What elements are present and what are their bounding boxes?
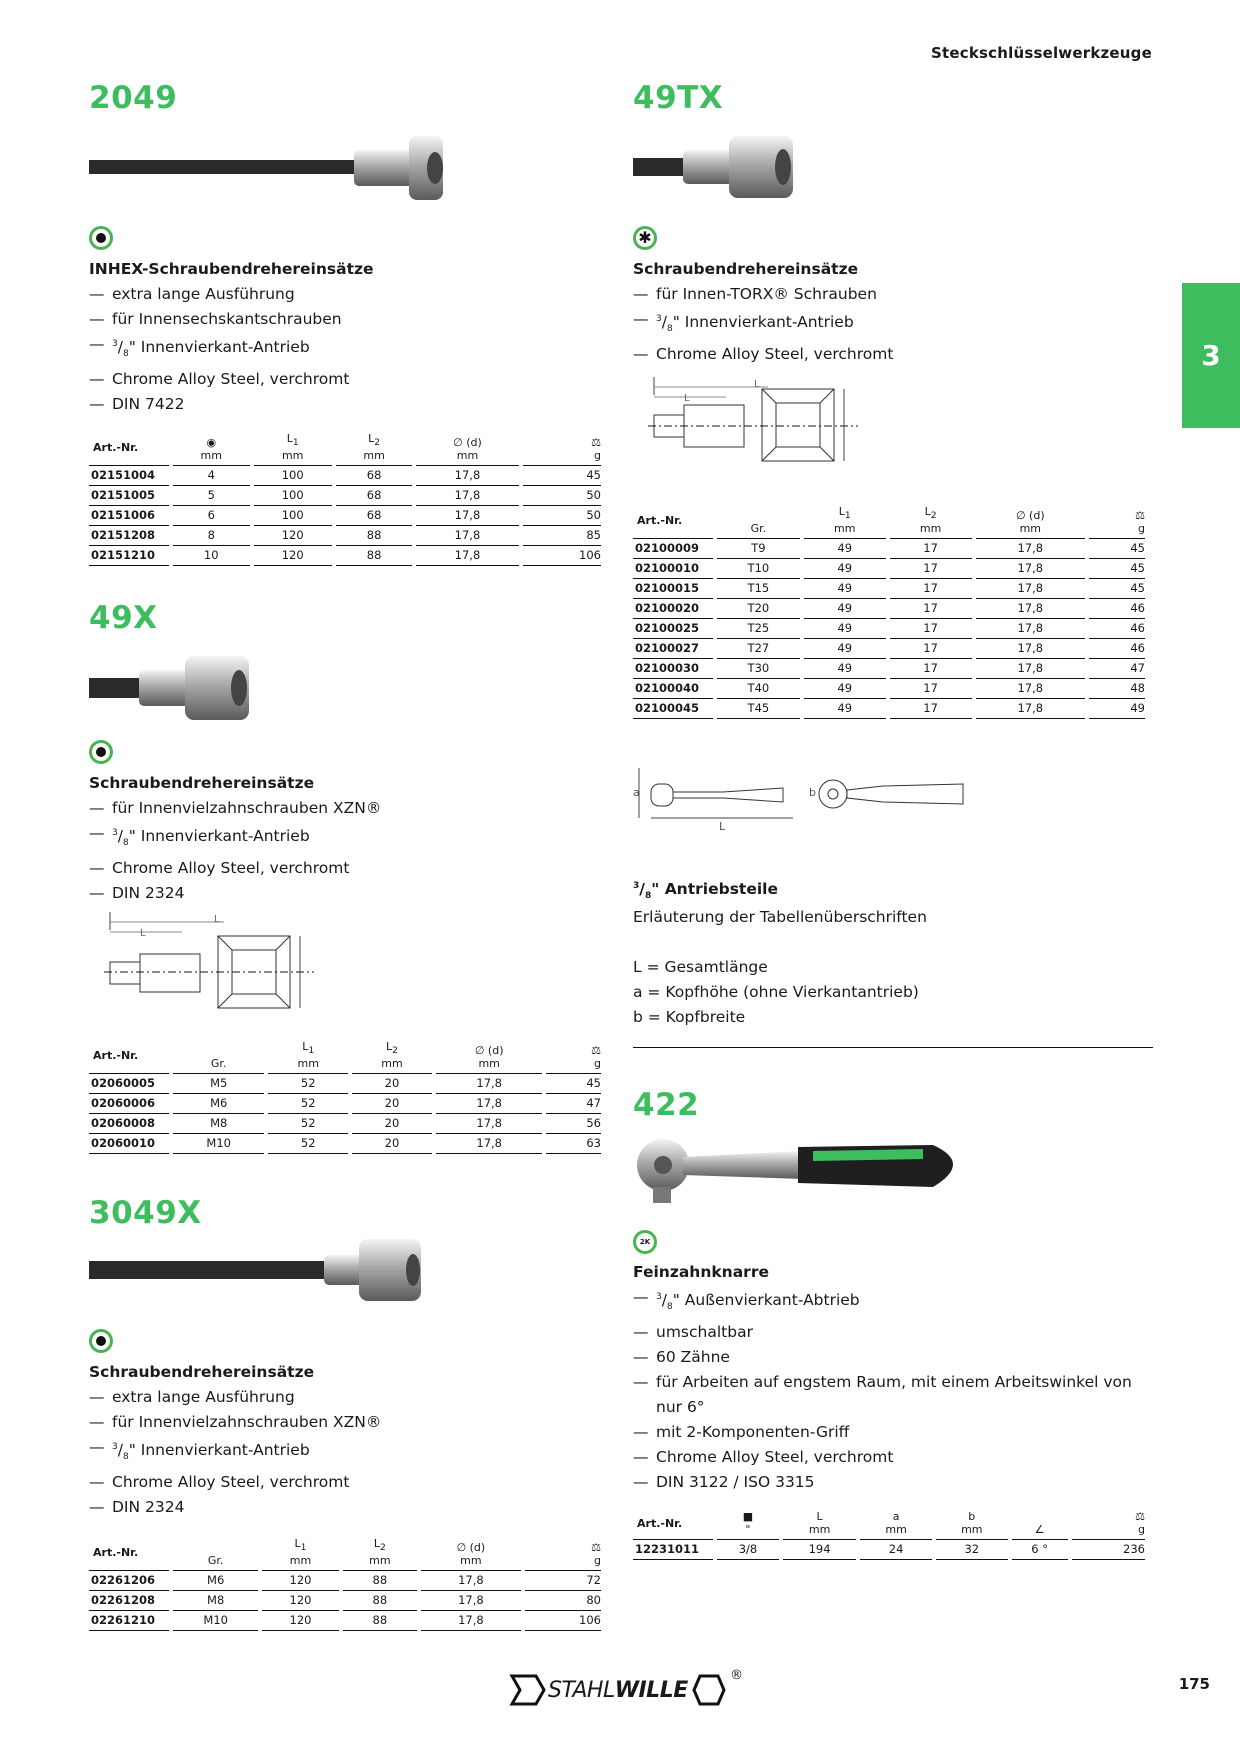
table-cell: 49 — [804, 619, 886, 639]
article-number: 02151210 — [89, 546, 169, 566]
table-cell: 17,8 — [976, 659, 1085, 679]
feature: — Chrome Alloy Steel, verchromt — [633, 342, 1153, 367]
socket-image — [89, 650, 289, 730]
table-cell: T9 — [717, 539, 800, 559]
feature: — 60 Zähne — [633, 1345, 1153, 1370]
table-cell: 5 — [173, 486, 250, 506]
table-cell: 63 — [546, 1134, 601, 1154]
table-cell: 17,8 — [416, 506, 518, 526]
feature: — $^3/_8$" Innenvierkant-Antrieb — [633, 307, 1153, 342]
feature: — Chrome Alloy Steel, verchromt — [89, 1470, 609, 1495]
article-number: 02060008 — [89, 1114, 169, 1134]
table-cell: 47 — [1089, 659, 1145, 679]
xzn-socket-icon — [89, 1329, 113, 1353]
feature: — für Innenvielzahnschrauben XZN® — [89, 1410, 609, 1435]
table-row — [633, 699, 1145, 719]
torx-socket-icon: ✱ — [633, 226, 657, 250]
table-cell: 17,8 — [436, 1134, 543, 1154]
table-cell: 49 — [804, 699, 886, 719]
table-cell: M6 — [173, 1094, 264, 1114]
stahlwille-logo: STAHLWILLE ® — [508, 1668, 744, 1714]
table-cell: 49 — [804, 599, 886, 619]
table-cell: 17,8 — [436, 1074, 543, 1094]
article-number: 02100030 — [633, 659, 713, 679]
product-title: Schraubendrehereinsätze — [633, 260, 859, 278]
spec-table: Art.-Nr. Gr. $L_1$ mm $L_2$ mm ∅ (d) mm ⚖ g 02060005 M5 52 20 17,8 45 02060006 M6 52 20 17,8 47 02060008 M8 52 20 17,8 56 02060010 M10 52 20 17,8 63 — [85, 1040, 605, 1154]
table-row — [633, 679, 1145, 699]
table-cell: M8 — [173, 1114, 264, 1134]
table-cell: 46 — [1089, 599, 1145, 619]
feature: — $^3/_8$" Innenvierkant-Antrieb — [89, 1435, 609, 1470]
table-cell: 100 — [254, 486, 332, 506]
table-cell: 17,8 — [976, 699, 1085, 719]
section-title: $^3/_8$" Antriebsteile — [633, 880, 778, 902]
table-cell: 17 — [890, 619, 972, 639]
table-cell: 45 — [1089, 539, 1145, 559]
wrench-logo-icon — [508, 1668, 548, 1714]
table-cell: T10 — [717, 559, 800, 579]
table-cell: M6 — [173, 1571, 258, 1591]
article-number: 12231011 — [633, 1540, 713, 1560]
ratchet-dimension-drawing — [633, 762, 973, 832]
table-cell: 68 — [336, 466, 413, 486]
table-cell: 72 — [525, 1571, 601, 1591]
table-cell: 17,8 — [416, 466, 518, 486]
chapter-tab[interactable]: 3 — [1182, 283, 1240, 428]
table-cell: 48 — [1089, 679, 1145, 699]
table-cell: 20 — [352, 1094, 432, 1114]
article-number: 02261210 — [89, 1611, 169, 1631]
table-cell: 17 — [890, 599, 972, 619]
table-cell: 45 — [523, 466, 601, 486]
feature: — Chrome Alloy Steel, verchromt — [89, 367, 609, 392]
product-code: 49TX — [633, 80, 724, 116]
spec-table: Art.-Nr. Gr. $L_1$ mm $L_2$ mm ∅ (d) mm ⚖ g 02261206 M6 120 88 17,8 72 02261208 M8 120 88 17,8 80 02261210 M10 120 88 17,8 106 — [85, 1537, 605, 1631]
table-cell: 17 — [890, 639, 972, 659]
divider — [633, 1047, 1153, 1048]
product-code: 2049 — [89, 80, 178, 116]
table-cell: 88 — [336, 526, 413, 546]
feature: — umschaltbar — [633, 1320, 1153, 1345]
table-cell: M5 — [173, 1074, 264, 1094]
table-row — [633, 659, 1145, 679]
table-cell: 24 — [860, 1540, 932, 1560]
table-cell: 17,8 — [421, 1571, 521, 1591]
table-cell: 6 ° — [1012, 1540, 1068, 1560]
product-title: Schraubendrehereinsätze — [89, 1363, 315, 1381]
table-cell: 46 — [1089, 639, 1145, 659]
article-number: 02100025 — [633, 619, 713, 639]
hex-socket-icon — [89, 226, 113, 250]
table-cell: 52 — [268, 1094, 348, 1114]
table-row — [89, 506, 601, 526]
table-cell: T27 — [717, 639, 800, 659]
weight-icon: ⚖ g — [1072, 1510, 1145, 1540]
article-number: 02151006 — [89, 506, 169, 526]
weight-icon: ⚖ g — [546, 1040, 601, 1074]
table-cell: 49 — [804, 539, 886, 559]
feature: — extra lange Ausführung — [89, 1385, 609, 1410]
table-cell: 194 — [783, 1540, 856, 1560]
article-number: 02060006 — [89, 1094, 169, 1114]
table-cell: 49 — [804, 639, 886, 659]
article-number: 02100045 — [633, 699, 713, 719]
svg-text:L: L — [140, 928, 146, 939]
table-cell: 20 — [352, 1114, 432, 1134]
table-row — [89, 1094, 601, 1114]
table-cell: 17,8 — [421, 1591, 521, 1611]
table-row — [89, 1114, 601, 1134]
angle-icon: ∠ — [1012, 1510, 1068, 1540]
table-cell: 17,8 — [436, 1094, 543, 1114]
weight-icon: ⚖ g — [523, 432, 601, 466]
svg-text:L: L — [214, 914, 220, 925]
table-cell: 100 — [254, 466, 332, 486]
feature: — für Innensechskantschrauben — [89, 307, 609, 332]
feature: — DIN 2324 — [89, 881, 609, 906]
table-cell: T25 — [717, 619, 800, 639]
article-number: 02060010 — [89, 1134, 169, 1154]
table-cell: 46 — [1089, 619, 1145, 639]
table-row — [89, 1134, 601, 1154]
feature: — $^3/_8$" Außenvierkant-Abtrieb — [633, 1285, 1153, 1320]
feature: — für Arbeiten auf engstem Raum, mit einem Arbeitswinkel von nur 6° — [633, 1370, 1153, 1420]
legend-item: b = Kopfbreite — [633, 1008, 746, 1027]
table-cell: 52 — [268, 1114, 348, 1134]
table-cell: 88 — [343, 1591, 417, 1611]
table-cell: 17,8 — [416, 486, 518, 506]
table-cell: M10 — [173, 1134, 264, 1154]
table-cell: 106 — [523, 546, 601, 566]
svg-text:b: b — [809, 786, 816, 799]
table-cell: 17,8 — [976, 559, 1085, 579]
table-cell: 4 — [173, 466, 250, 486]
table-cell: T30 — [717, 659, 800, 679]
table-cell: 17,8 — [976, 539, 1085, 559]
dimension-drawing — [648, 375, 888, 485]
table-cell: 85 — [523, 526, 601, 546]
table-row — [89, 466, 601, 486]
article-number: 02060005 — [89, 1074, 169, 1094]
table-cell: 56 — [546, 1114, 601, 1134]
product-49X — [89, 600, 609, 1151]
table-row — [633, 559, 1145, 579]
spec-table: Art.-Nr. ◉ mm $L_1$ mm $L_2$ mm ∅ (d) mm ⚖ g 02151004 4 100 68 17,8 45 02151005 5 100 68 17,8 50 02151006 6 100 68 17,8 50 02151208 8 120 88 17,8 85 02151210 10 120 88 17,8 106 — [85, 432, 605, 566]
article-number: 02261206 — [89, 1571, 169, 1591]
dimension-drawing — [104, 910, 344, 1020]
feature-list — [89, 1385, 609, 1520]
article-number: 02100020 — [633, 599, 713, 619]
feature: — $^3/_8$" Innenvierkant-Antrieb — [89, 332, 609, 367]
table-cell: 17 — [890, 679, 972, 699]
legend-item: L = Gesamtlänge — [633, 958, 768, 977]
table-cell: 17 — [890, 579, 972, 599]
article-number: 02100009 — [633, 539, 713, 559]
table-cell: 52 — [268, 1074, 348, 1094]
section-subtitle: Erläuterung der Tabellenüberschriften — [633, 908, 927, 927]
table-cell: 20 — [352, 1134, 432, 1154]
table-row — [633, 619, 1145, 639]
2k-handle-icon: 2K — [633, 1230, 657, 1254]
feature-list — [633, 282, 1153, 367]
svg-text:a: a — [633, 786, 640, 799]
table-cell: 106 — [525, 1611, 601, 1631]
table-cell: 45 — [546, 1074, 601, 1094]
article-number: 02151004 — [89, 466, 169, 486]
table-cell: 120 — [254, 546, 332, 566]
table-row — [89, 1074, 601, 1094]
table-row — [89, 526, 601, 546]
table-cell: T45 — [717, 699, 800, 719]
feature: — mit 2-Komponenten-Griff — [633, 1420, 1153, 1445]
article-number: 02100040 — [633, 679, 713, 699]
table-cell: 120 — [262, 1571, 338, 1591]
table-cell: 17 — [890, 699, 972, 719]
table-cell: 49 — [1089, 699, 1145, 719]
weight-icon: ⚖ g — [525, 1537, 601, 1571]
table-cell: 17,8 — [421, 1611, 521, 1631]
table-row — [633, 579, 1145, 599]
product-code: 49X — [89, 600, 158, 636]
table-row — [89, 546, 601, 566]
article-number: 02100015 — [633, 579, 713, 599]
product-422 — [633, 1087, 1153, 1556]
table-cell: 50 — [523, 506, 601, 526]
table-cell: 17,8 — [436, 1114, 543, 1134]
table-cell: 3/8 — [717, 1540, 779, 1560]
table-cell: 8 — [173, 526, 250, 546]
page-category: Steckschlüsselwerkzeuge — [930, 44, 1152, 62]
table-cell: 49 — [804, 659, 886, 679]
table-cell: 17,8 — [976, 579, 1085, 599]
table-cell: 17,8 — [976, 639, 1085, 659]
table-row — [89, 486, 601, 506]
table-cell: 50 — [523, 486, 601, 506]
table-cell: 49 — [804, 679, 886, 699]
product-title: INHEX-Schraubendrehereinsätze — [89, 260, 374, 278]
table-cell: 120 — [262, 1591, 338, 1611]
table-cell: 6 — [173, 506, 250, 526]
article-number: 02151005 — [89, 486, 169, 506]
feature: — für Innenvielzahnschrauben XZN® — [89, 796, 609, 821]
socket-image — [633, 130, 833, 210]
table-cell: 47 — [546, 1094, 601, 1114]
table-cell: 17,8 — [976, 599, 1085, 619]
table-cell: 17 — [890, 539, 972, 559]
table-cell: 80 — [525, 1591, 601, 1611]
table-cell: T15 — [717, 579, 800, 599]
article-number: 02100027 — [633, 639, 713, 659]
table-cell: 17,8 — [416, 546, 518, 566]
feature-list — [89, 282, 609, 417]
table-cell: 17 — [890, 659, 972, 679]
page-number: 175 — [1178, 1675, 1210, 1693]
table-cell: 100 — [254, 506, 332, 526]
table-cell: T20 — [717, 599, 800, 619]
feature: — Chrome Alloy Steel, verchromt — [89, 856, 609, 881]
product-title: Feinzahnknarre — [633, 1263, 769, 1281]
table-row — [89, 1571, 601, 1591]
table-row — [633, 599, 1145, 619]
feature: — Chrome Alloy Steel, verchromt — [633, 1445, 1153, 1470]
table-cell: 88 — [336, 546, 413, 566]
table-row — [633, 639, 1145, 659]
feature: — DIN 2324 — [89, 1495, 609, 1520]
svg-text:L: L — [684, 393, 690, 404]
table-cell: 88 — [343, 1571, 417, 1591]
table-row — [89, 1591, 601, 1611]
feature: — für Innen-TORX® Schrauben — [633, 282, 1153, 307]
svg-text:L: L — [754, 379, 760, 390]
table-cell: 236 — [1072, 1540, 1145, 1560]
article-number: 02261208 — [89, 1591, 169, 1611]
table-row — [633, 539, 1145, 559]
table-cell: 17 — [890, 559, 972, 579]
article-number: 02151208 — [89, 526, 169, 546]
table-cell: 52 — [268, 1134, 348, 1154]
product-code: 422 — [633, 1087, 700, 1123]
feature: — extra lange Ausführung — [89, 282, 609, 307]
table-row — [89, 1611, 601, 1631]
table-cell: 17,8 — [976, 619, 1085, 639]
feature: — DIN 7422 — [89, 392, 609, 417]
product-title: Schraubendrehereinsätze — [89, 774, 315, 792]
feature: — $^3/_8$" Innenvierkant-Antrieb — [89, 821, 609, 856]
table-cell: 10 — [173, 546, 250, 566]
table-cell: 120 — [254, 526, 332, 546]
feature: — DIN 3122 / ISO 3315 — [633, 1470, 1153, 1495]
table-cell: 17,8 — [976, 679, 1085, 699]
spec-table: Art.-Nr. Gr. $L_1$ mm $L_2$ mm ∅ (d) mm ⚖ g 02100009 T9 49 17 17,8 45 02100010 T10 49 17 17,8 45 02100015 T15 49 17 17,8 45 02100020 T20 49 17 17,8 46 02100025 T25 49 17 17,8 46 02100027 T27 49 17 17,8 46 02100030 T30 49 17 17,8 47 02100040 T40 49 17 17,8 48 02100045 T45 49 17 17,8 49 — [629, 505, 1149, 719]
product-2049 — [89, 80, 609, 563]
table-cell: 45 — [1089, 579, 1145, 599]
feature-list — [89, 796, 609, 906]
product-3049X — [89, 1195, 609, 1628]
legend-item: a = Kopfhöhe (ohne Vierkantantrieb) — [633, 983, 919, 1002]
xzn-socket-icon — [89, 740, 113, 764]
weight-icon: ⚖ g — [1089, 505, 1145, 539]
svg-text:L: L — [719, 820, 726, 832]
table-cell: 32 — [936, 1540, 1008, 1560]
table-cell: 68 — [336, 486, 413, 506]
spec-table: Art.-Nr. ■ " L mm a mm b mm ∠ ⚖ g 12231011 3/8 194 24 32 6 ° 236 — [629, 1510, 1149, 1560]
socket-image — [89, 1231, 449, 1311]
table-cell: 68 — [336, 506, 413, 526]
table-cell: 49 — [804, 559, 886, 579]
product-code: 3049X — [89, 1195, 202, 1231]
table-cell: 17,8 — [416, 526, 518, 546]
feature-list — [633, 1285, 1153, 1495]
product-49TX — [633, 80, 1153, 716]
table-cell: 120 — [262, 1611, 338, 1631]
table-cell: 88 — [343, 1611, 417, 1631]
ratchet-image — [633, 1135, 993, 1215]
table-cell: M8 — [173, 1591, 258, 1611]
article-number: 02100010 — [633, 559, 713, 579]
table-cell: 49 — [804, 579, 886, 599]
table-cell: 45 — [1089, 559, 1145, 579]
socket-image — [89, 130, 449, 210]
table-row — [633, 1540, 1145, 1560]
table-cell: T40 — [717, 679, 800, 699]
table-cell: M10 — [173, 1611, 258, 1631]
table-cell: 20 — [352, 1074, 432, 1094]
hex-logo-icon — [692, 1670, 726, 1710]
